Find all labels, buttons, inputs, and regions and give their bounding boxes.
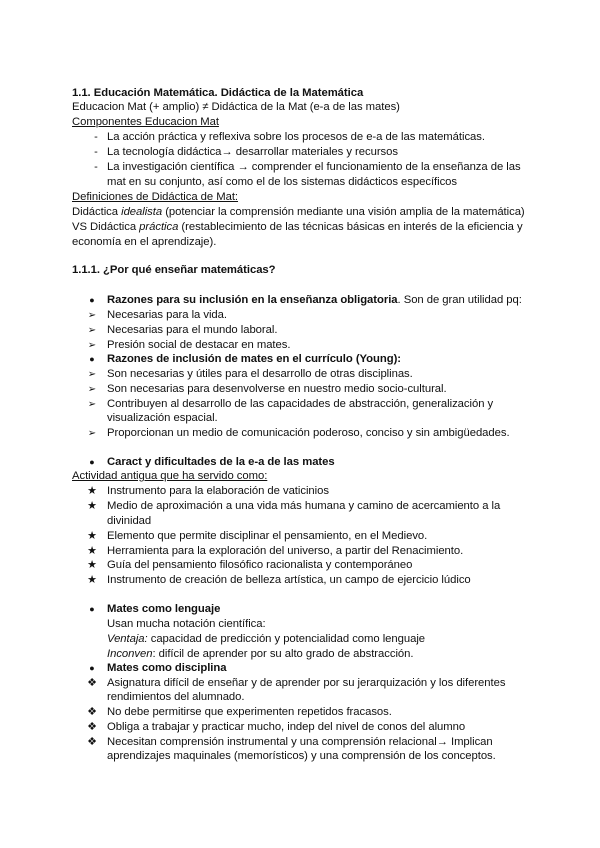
list-item: Herramienta para la exploración del universo, a partir del Renacimiento.: [107, 545, 464, 557]
dash-bullet: -: [94, 131, 98, 143]
curriculum-heading: Razones de inclusión de mates en el currículo (Young):: [107, 353, 401, 365]
components-heading: Componentes Educacion Mat: [72, 116, 219, 128]
list-item: Presión social de destacar en mates.: [107, 339, 291, 351]
star-bullet-icon: ★: [87, 559, 97, 571]
definition-practica: VS Didáctica práctica (restablecimiento de las técnicas básicas en interés de la eficiencia y: [72, 221, 523, 233]
bullet-dot-icon: ●: [89, 457, 95, 467]
list-item: Obliga a trabajar y practicar mucho, indep del nivel de conos del alumno: [107, 721, 466, 733]
arrow-bullet-icon: ➢: [87, 369, 97, 380]
list-item: Necesarias para la vida.: [107, 309, 227, 321]
star-bullet-icon: ★: [87, 530, 97, 542]
list-item-continuation: divinidad: [107, 515, 152, 527]
arrow-bullet-icon: ➢: [87, 340, 97, 351]
dash-bullet: -: [94, 161, 98, 173]
list-item-continuation: aprendizajes maquinales (memorísticos) y una comprensión de los conceptos.: [107, 750, 496, 762]
diamond-bullet-icon: ❖: [87, 721, 97, 733]
star-bullet-icon: ★: [87, 545, 97, 557]
lenguaje-ventaja: Ventaja: capacidad de predicción y potencialidad como lenguaje: [107, 633, 426, 645]
list-item-continuation: rendimientos del alumnado.: [107, 691, 245, 703]
arrow-bullet-icon: ➢: [87, 325, 97, 336]
list-item: Asignatura difícil de enseñar y de aprender por su jerarquización y los diferentes: [107, 677, 506, 689]
intro-text: Educacion Mat (+ amplio) ≠ Didáctica de la Mat (e-a de las mates): [72, 101, 400, 113]
definitions-heading: Definiciones de Didáctica de Mat:: [72, 191, 239, 203]
subsection-title: 1.1.1. ¿Por qué enseñar matemáticas?: [72, 264, 276, 276]
dash-bullet: -: [94, 146, 98, 158]
disciplina-heading: Mates como disciplina: [107, 662, 227, 674]
arrow-bullet-icon: ➢: [87, 428, 97, 439]
list-item: Son necesarias para desenvolverse en nuestro medio socio-cultural.: [107, 383, 447, 395]
list-item: Proporcionan un medio de comunicación poderoso, conciso y sin ambigüedades.: [107, 427, 510, 439]
bullet-dot-icon: ●: [89, 663, 95, 673]
lenguaje-inconven: Inconven: difícil de aprender por su alto grado de abstracción.: [107, 648, 414, 660]
activity-heading: Actividad antigua que ha servido como:: [72, 470, 268, 482]
diamond-bullet-icon: ❖: [87, 677, 97, 689]
list-item: La acción práctica y reflexiva sobre los procesos de e-a de las matemáticas.: [107, 131, 485, 143]
list-item: Medio de aproximación a una vida más humana y camino de acercamiento a la: [107, 500, 501, 512]
arrow-bullet-icon: ➢: [87, 384, 97, 395]
star-bullet-icon: ★: [87, 500, 97, 512]
bullet-dot-icon: ●: [89, 295, 95, 305]
list-item-continuation: visualización espacial.: [107, 412, 218, 424]
list-item: No debe permitirse que experimenten repetidos fracasos.: [107, 706, 392, 718]
reasons-heading: Razones para su inclusión en la enseñanza obligatoria. Son de gran utilidad pq:: [107, 294, 522, 306]
lenguaje-heading: Mates como lenguaje: [107, 603, 221, 615]
bullet-dot-icon: ●: [89, 354, 95, 364]
definition-practica-cont: economía en el aprendizaje).: [72, 236, 217, 248]
list-item: Instrumento de creación de belleza artística, un campo de ejercicio lúdico: [107, 574, 471, 586]
list-item: Contribuyen al desarrollo de las capacidades de abstracción, generalización y: [107, 398, 494, 410]
list-item: Guía del pensamiento filosófico racionalista y contemporáneo: [107, 559, 413, 571]
arrow-bullet-icon: ➢: [87, 310, 97, 321]
diamond-bullet-icon: ❖: [87, 706, 97, 718]
list-item: Necesitan comprensión instrumental y una comprensión relacional→ Implican: [107, 736, 493, 748]
list-item: Son necesarias y útiles para el desarrollo de otras disciplinas.: [107, 368, 413, 380]
star-bullet-icon: ★: [87, 574, 97, 586]
list-item-continuation: mat en su conjunto, así como el de los sistemas didácticos específicos: [107, 176, 458, 188]
star-bullet-icon: ★: [87, 485, 97, 497]
diamond-bullet-icon: ❖: [87, 736, 97, 748]
caract-heading: Caract y dificultades de la e-a de las mates: [107, 456, 335, 468]
bullet-dot-icon: ●: [89, 604, 95, 614]
list-item: Instrumento para la elaboración de vaticinios: [107, 485, 329, 497]
list-item: La investigación científica → comprender el funcionamiento de la enseñanza de las: [107, 161, 521, 173]
list-item: La tecnología didáctica→ desarrollar materiales y recursos: [107, 146, 398, 158]
definition-idealista: Didáctica idealista (potenciar la comprensión mediante una visión amplia de la matemática): [72, 206, 525, 218]
section-title: 1.1. Educación Matemática. Didáctica de la Matemática: [72, 87, 364, 99]
lenguaje-line: Usan mucha notación científica:: [107, 618, 266, 630]
list-item: Necesarias para el mundo laboral.: [107, 324, 278, 336]
arrow-bullet-icon: ➢: [87, 399, 97, 410]
list-item: Elemento que permite disciplinar el pensamiento, en el Medievo.: [107, 530, 428, 542]
